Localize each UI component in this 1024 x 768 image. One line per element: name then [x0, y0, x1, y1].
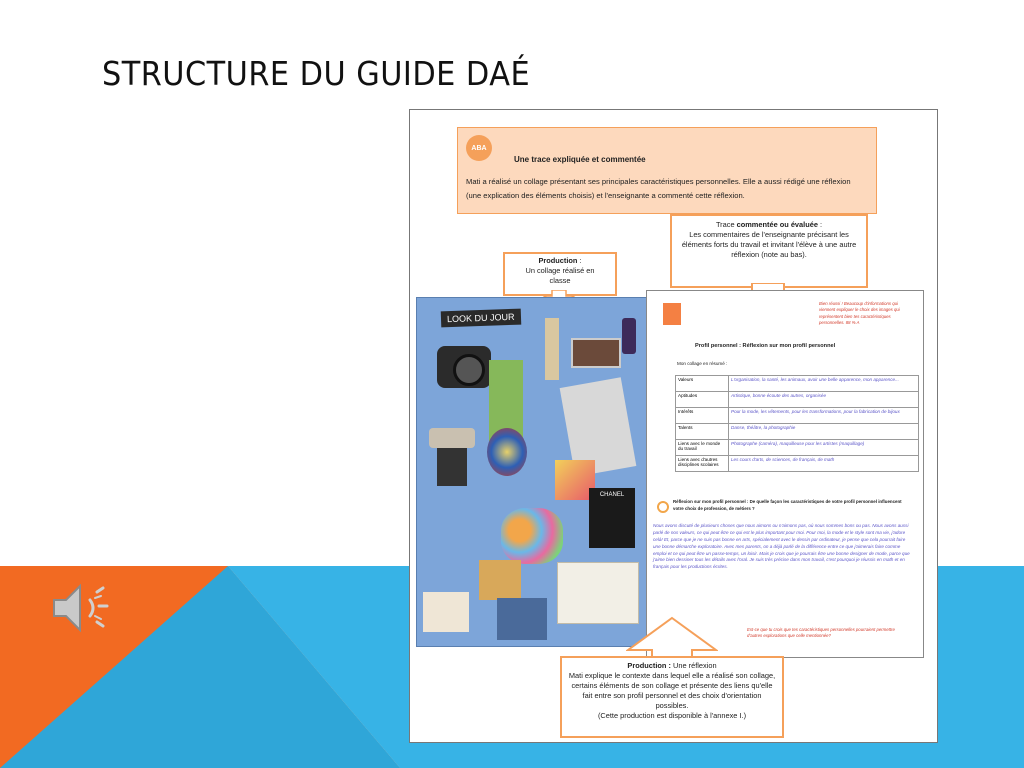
- row-label: Valeurs: [676, 376, 729, 392]
- production-bottom-note: (Cette production est disponible à l'annexe I.): [597, 710, 747, 720]
- guide-document: [409, 109, 938, 743]
- row-value: L'organisation, la santé, les animaux, avoir une belle apparence, mon apparence...: [729, 376, 919, 392]
- nail-polish: [622, 318, 636, 354]
- teacher-note-bottom: Est-ce que tu crois que tes caractéristiques personnelles pourraient permettre d'autres explorations que celle mentionnée?: [747, 627, 895, 639]
- production-bottom-label: Production :: [627, 661, 671, 670]
- profile-heading: Profil personnel : Réflexion sur mon profil personnel: [695, 343, 836, 349]
- production-top-body: Un collage réalisé en classe: [525, 265, 595, 285]
- camera-lens: [453, 354, 485, 386]
- production-bottom-arrow: [626, 616, 718, 660]
- puppies-image: [423, 592, 469, 632]
- row-value: Artistique, bonne écoute des autres, organisée: [729, 392, 919, 408]
- production-bottom-suffix: Une réflexion: [670, 661, 717, 670]
- trace-card-heading: Une trace expliquée et commentée: [514, 155, 646, 164]
- reflection-question: Réflexion sur mon profil personnel : De quelle façon les caractéristiques de votre profil personnel influencent votre choix de profession, de métiers ?: [673, 499, 902, 511]
- model-figure: [545, 318, 559, 380]
- profile-subtitle: Mon collage en résumé :: [677, 361, 728, 366]
- trace-card: [457, 127, 877, 214]
- row-label: Liens avec d'autres disciplines scolaires: [676, 456, 729, 472]
- profile-table: [675, 375, 919, 472]
- production-bottom-body: Mati explique le contexte dans lequel elle a réalisé son collage, certains éléments de son collage et présente des liens qu'elle fait entre son profil personnel et des choix d'orientation possibles.: [568, 670, 776, 710]
- look-du-jour-banner: LOOK DU JOUR: [441, 309, 521, 328]
- slide-title: STRUCTURE DU GUIDE DAÉ: [102, 54, 531, 93]
- reflection-icon: [657, 501, 669, 513]
- table-row: [676, 392, 919, 408]
- keyboard-image: [497, 598, 547, 640]
- row-value: Les cours d'arts, de sciences, de français, de math: [729, 456, 919, 472]
- reflection-text: Nous avons discuté de plusieurs choses que nous aimons ou n'aimons pas, où nous sommes bons ou pas. Nous avons aussi parlé de nos valeurs, ce qui peut être ce qui est le plus important pour moi. Pour moi, la mode et le style sont ma vie, j'adore celà! Et, parce que je ne suis pas bonne en arts, spécialement avec le dessin par ordinateur, je pense que cela pourrait faire une bonne démarche exploratoire. Avec mes parents, on a déjà parlé de la différence entre ce que j'aimerais faire comme emploi et ce qui peut être un passe-temps, un loisir. Mais je crois que je pourrais être une bonne designer de mode, parce que j'aime bien dessiner tous les détails avec l'oral. Je suis très précise dans mon travail, c'est pourquoi je réussis en math et en français pour les productions écrites.: [653, 523, 910, 570]
- trace-callout-suffix: :: [817, 220, 823, 229]
- row-value: Danse, théâtre, la photographie: [729, 424, 919, 440]
- ppo-logo: [663, 303, 681, 325]
- production-top-suffix: :: [577, 256, 582, 265]
- trace-callout-bold: commentée ou évaluée: [736, 220, 818, 229]
- teacher-note-top: Bien réussi ! Beaucoup d'informations qui viennent expliquer le choix des images qui représentent bien tes caractéristiques personnelles. 88 % A: [819, 301, 900, 326]
- speaker-icon[interactable]: [50, 578, 120, 638]
- book-image: [557, 562, 639, 624]
- chanel-perfume: [589, 488, 635, 548]
- production-callout-bottom: [560, 656, 784, 738]
- colorful-cups: [501, 508, 563, 564]
- collage-image: [416, 297, 650, 647]
- row-label: Aptitudes: [676, 392, 729, 408]
- aba-logo: ABA: [466, 135, 492, 161]
- trace-callout: [670, 214, 868, 288]
- makeup-palette: [571, 338, 621, 368]
- table-row: [676, 376, 919, 392]
- trace-callout-prefix: Trace: [715, 220, 737, 229]
- lamp-shade: [429, 428, 475, 448]
- row-label: Talents: [676, 424, 729, 440]
- profile-page: [646, 290, 924, 658]
- row-label: Intérêts: [676, 408, 729, 424]
- table-row: [676, 408, 919, 424]
- circular-art: [487, 428, 527, 476]
- table-row: [676, 456, 919, 472]
- chanel-label: CHANEL: [599, 492, 625, 498]
- kittens-image: [479, 560, 521, 600]
- table-row: [676, 440, 919, 456]
- row-value: Photographe (caméra), maquilleuse pour les artistes (maquillage): [729, 440, 919, 456]
- row-value: Pour la mode, les vêtements, pour les transformations, pour la fabrication de bijoux: [729, 408, 919, 424]
- production-top-label: Production: [538, 256, 578, 265]
- table-row: [676, 424, 919, 440]
- trace-card-body: Mati a réalisé un collage présentant ses principales caractéristiques personnelles. Elle a aussi rédigé une réflexion (une explication des éléments choisis) et l'enseignante a commenté cette réflexion.: [466, 177, 851, 201]
- row-label: Liens avec le monde du travail: [676, 440, 729, 456]
- trace-callout-body: Les commentaires de l'enseignante précisant les éléments forts du travail et invitant l'élève à une autre réflexion (note au bas).: [681, 229, 857, 259]
